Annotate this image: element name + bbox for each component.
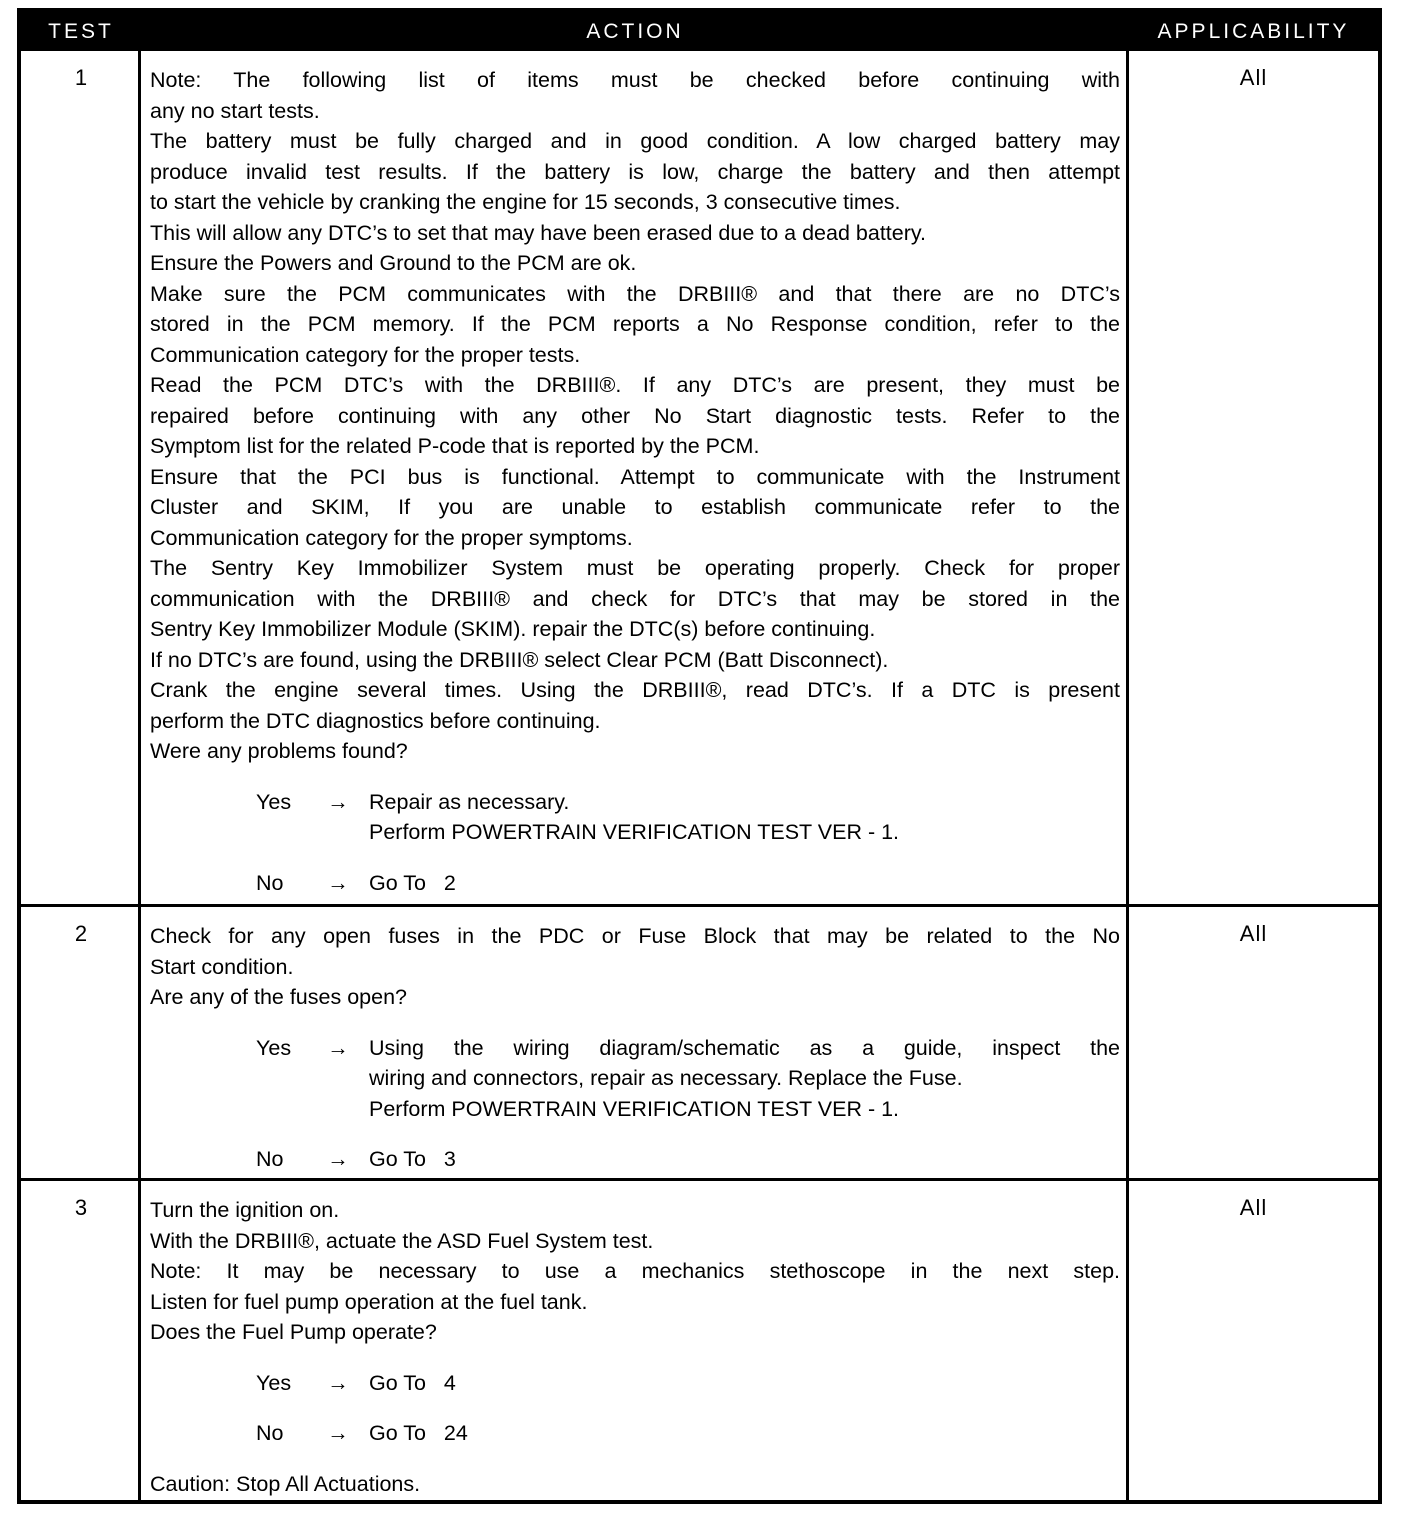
action-line: This will allow any DTC’s to set that may have been erased due to a dead battery. [150, 220, 927, 245]
header-test: TEST [48, 20, 114, 43]
table-row [21, 1181, 1378, 1500]
arrow-right-icon: → [327, 1035, 349, 1060]
header-applicability: APPLICABILITY [1157, 20, 1350, 43]
response-text: Using the wiring diagram/schematic as a guide, inspect the [369, 1035, 1120, 1060]
action-line: Were any problems found? [150, 739, 408, 763]
response-text: Go To 3 [369, 1147, 456, 1171]
response-text: Perform POWERTRAIN VERIFICATION TEST VER - 1. [369, 820, 900, 844]
action-line: Turn the ignition on. [150, 1198, 340, 1222]
table-row [21, 51, 1378, 904]
action-line: Symptom list for the related P-code that is reported by the PCM. [150, 434, 760, 458]
response-answer: Yes [256, 1370, 292, 1395]
response-no [256, 1418, 1120, 1449]
action-cell [150, 1195, 1120, 1499]
response-answer: No [256, 870, 284, 895]
action-line: Note: The following list of items must be checked before continuing with [150, 68, 1120, 92]
caution-note: Caution: Stop All Actuations. [150, 1471, 421, 1496]
action-line: repaired before continuing with any other No Start diagnostic tests. Refer to the [150, 403, 1120, 428]
arrow-right-icon: → [327, 789, 349, 814]
response-answer: Yes [256, 1035, 292, 1060]
action-line: Note: It may be necessary to use a mechanics stethoscope in the next step. [150, 1259, 1120, 1283]
action-line: If no DTC’s are found, using the DRBIII® select Clear PCM (Batt Disconnect). [150, 647, 889, 672]
action-cell [150, 921, 1120, 1175]
action-line: Listen for fuel pump operation at the fuel tank. [150, 1289, 588, 1314]
action-line: Make sure the PCM communicates with the DRBIII® and that there are no DTC’s [150, 281, 1120, 306]
test-number: 2 [74, 921, 88, 946]
action-line: Are any of the fuses open? [150, 985, 407, 1009]
action-line: to start the vehicle by cranking the engine for 15 seconds, 3 consecutive times. [150, 190, 901, 214]
diagnostic-table [17, 8, 1382, 1504]
action-line: Start condition. [150, 954, 294, 979]
header-action: ACTION [586, 20, 684, 43]
action-cell [150, 65, 1120, 898]
applicability-value: All [1239, 65, 1268, 90]
applicability-value: All [1239, 1195, 1268, 1220]
action-line: Ensure the Powers and Ground to the PCM are ok. [150, 251, 637, 275]
table-header [21, 12, 1378, 51]
action-line: stored in the PCM memory. If the PCM reports a No Response condition, refer to the [150, 312, 1120, 336]
response-text: Go To 2 [369, 870, 456, 895]
action-line: Ensure that the PCI bus is functional. Attempt to communicate with the Instrument [150, 464, 1120, 489]
action-line: Check for any open fuses in the PDC or Fuse Block that may be related to the No [150, 924, 1120, 948]
response-text: Repair as necessary. [369, 789, 570, 814]
action-line: produce invalid test results. If the battery is low, charge the battery and then attempt [150, 159, 1120, 184]
arrow-right-icon: → [327, 870, 349, 895]
action-line: any no start tests. [150, 98, 320, 123]
response-text: wiring and connectors, repair as necessary. Replace the Fuse. [369, 1066, 963, 1090]
response-no [256, 1144, 1120, 1175]
applicability-value: All [1239, 921, 1268, 946]
arrow-right-icon: → [327, 1421, 349, 1445]
response-text: Perform POWERTRAIN VERIFICATION TEST VER - 1. [369, 1096, 900, 1121]
response-yes [256, 787, 1120, 848]
action-line: Cluster and SKIM, If you are unable to establish communicate refer to the [150, 495, 1120, 519]
action-line: Does the Fuel Pump operate? [150, 1320, 437, 1344]
response-answer: Yes [256, 789, 292, 814]
response-answer: No [256, 1147, 284, 1171]
arrow-right-icon: → [327, 1370, 349, 1395]
action-line: perform the DTC diagnostics before continuing. [150, 708, 601, 733]
action-line: Crank the engine several times. Using the DRBIII®, read DTC’s. If a DTC is present [150, 678, 1120, 702]
action-line: The Sentry Key Immobilizer System must be operating properly. Check for proper [150, 556, 1120, 580]
response-no [256, 868, 1120, 899]
action-line: Communication category for the proper tests. [150, 342, 581, 367]
table-row [21, 907, 1378, 1178]
response-yes [256, 1368, 1120, 1399]
response-answer: No [256, 1421, 284, 1445]
arrow-right-icon: → [327, 1147, 349, 1171]
action-line: With the DRBIII®, actuate the ASD Fuel System test. [150, 1228, 654, 1253]
response-text: Go To 4 [369, 1370, 456, 1395]
action-line: Sentry Key Immobilizer Module (SKIM). repair the DTC(s) before continuing. [150, 617, 876, 641]
action-line: communication with the DRBIII® and check for DTC’s that may be stored in the [150, 586, 1120, 611]
test-number: 1 [74, 65, 88, 90]
action-line: The battery must be fully charged and in good condition. A low charged battery may [150, 129, 1120, 153]
test-number: 3 [74, 1195, 88, 1220]
response-text: Go To 24 [369, 1421, 468, 1445]
action-line: Communication category for the proper symptoms. [150, 525, 633, 550]
response-yes [256, 1033, 1120, 1125]
action-line: Read the PCM DTC’s with the DRBIII®. If any DTC’s are present, they must be [150, 373, 1120, 397]
